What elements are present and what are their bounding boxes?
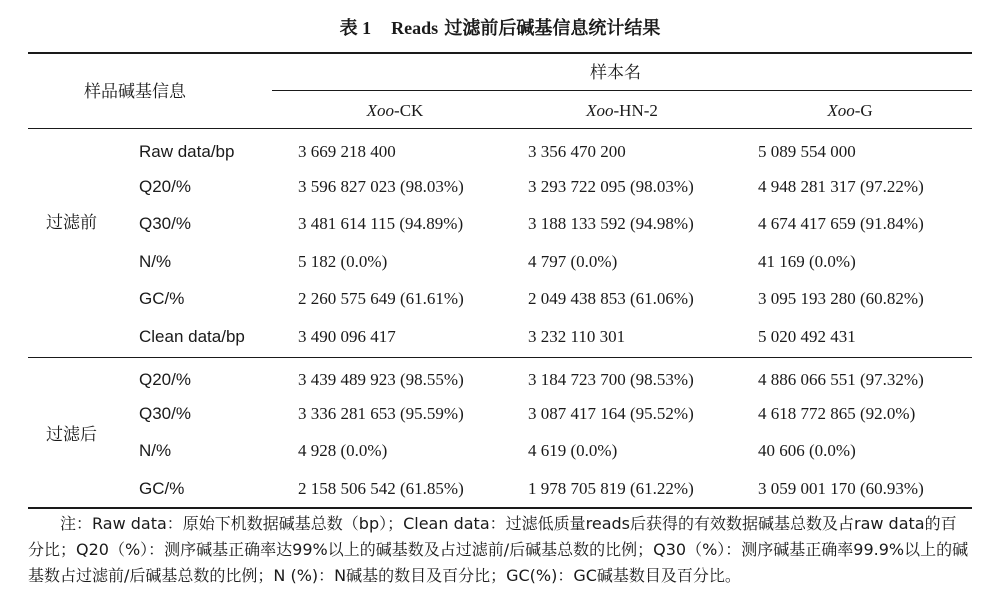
metric-label: N/% bbox=[139, 252, 172, 271]
column-header-species: Xoo bbox=[366, 101, 395, 120]
value-cell: 3 059 001 170 (60.93%) bbox=[758, 479, 924, 498]
table-note: 注：Raw data：原始下机数据碱基总数（bp）；Clean data：过滤低质量reads后获得的有效数据碱基总数及占raw data的百分比；Q20（%）：测序碱基正确率达99%以上的碱基数及占过滤前/后碱基总数的比例；Q30（%）：测序碱基正确率99.9%以上的碱基数占过滤前/后碱基总数的比例；N (%)：N碱基的数目及百分比；GC(%)：GC碱基数目及百分比。 bbox=[28, 514, 969, 585]
metric-label: GC/% bbox=[139, 479, 185, 498]
metric-label: Q20/% bbox=[139, 370, 191, 389]
value-cell: 3 481 614 115 (94.89%) bbox=[298, 214, 464, 233]
metric-label: GC/% bbox=[139, 289, 185, 308]
table-number: 表 1 bbox=[339, 18, 372, 38]
group-header-rule bbox=[272, 90, 972, 91]
column-header bbox=[790, 101, 910, 121]
value-cell: 2 049 438 853 (61.06%) bbox=[528, 289, 694, 308]
value-cell: 4 948 281 317 (97.22%) bbox=[758, 177, 924, 196]
table-title-prefix: Reads bbox=[391, 18, 439, 38]
value-cell: 3 490 096 417 bbox=[298, 327, 396, 346]
metric-label: N/% bbox=[139, 441, 172, 460]
column-header-species: Xoo bbox=[827, 101, 855, 120]
section-divider-rule bbox=[28, 357, 972, 358]
value-cell: 3 356 470 200 bbox=[528, 142, 626, 161]
section-label: 过滤前 bbox=[46, 213, 97, 233]
column-header-species: Xoo bbox=[586, 101, 614, 120]
metric-label: Raw data/bp bbox=[139, 142, 235, 161]
group-header: 样本名 bbox=[590, 63, 641, 83]
section-label: 过滤后 bbox=[46, 425, 97, 445]
metric-label: Q30/% bbox=[139, 214, 191, 233]
metric-label: Q30/% bbox=[139, 404, 191, 423]
value-cell: 3 232 110 301 bbox=[528, 327, 626, 346]
value-cell: 41 169 (0.0%) bbox=[758, 252, 856, 271]
value-cell: 3 669 218 400 bbox=[298, 142, 396, 161]
value-cell: 2 260 575 649 (61.61%) bbox=[298, 289, 464, 308]
value-cell: 3 184 723 700 (98.53%) bbox=[528, 370, 694, 389]
value-cell: 3 087 417 164 (95.52%) bbox=[528, 404, 694, 423]
column-header-suffix: -HN-2 bbox=[613, 101, 658, 120]
value-cell: 3 336 281 653 (95.59%) bbox=[298, 404, 464, 423]
column-header bbox=[562, 101, 682, 121]
value-cell: 3 596 827 023 (98.03%) bbox=[298, 177, 464, 196]
metric-label: Q20/% bbox=[139, 177, 191, 196]
column-header-suffix: -G bbox=[854, 101, 873, 120]
value-cell: 4 886 066 551 (97.32%) bbox=[758, 370, 924, 389]
value-cell: 4 797 (0.0%) bbox=[528, 252, 618, 271]
metric-label: Clean data/bp bbox=[139, 327, 245, 346]
top-rule bbox=[28, 52, 972, 54]
header-rule bbox=[28, 128, 972, 129]
value-cell: 5 182 (0.0%) bbox=[298, 252, 388, 271]
column-header-suffix: -CK bbox=[394, 101, 424, 120]
table-title-suffix: 过滤前后碱基信息统计结果 bbox=[438, 18, 661, 39]
value-cell: 3 188 133 592 (94.98%) bbox=[528, 214, 694, 233]
row-header: 样品碱基信息 bbox=[84, 82, 186, 102]
value-cell: 4 928 (0.0%) bbox=[298, 441, 388, 460]
table-caption bbox=[0, 14, 1000, 40]
value-cell: 2 158 506 542 (61.85%) bbox=[298, 479, 464, 498]
value-cell: 4 674 417 659 (91.84%) bbox=[758, 214, 924, 233]
value-cell: 3 439 489 923 (98.55%) bbox=[298, 370, 464, 389]
value-cell: 1 978 705 819 (61.22%) bbox=[528, 479, 694, 498]
column-header bbox=[335, 101, 455, 121]
value-cell: 4 619 (0.0%) bbox=[528, 441, 618, 460]
bottom-rule bbox=[28, 507, 972, 509]
value-cell: 5 089 554 000 bbox=[758, 142, 856, 161]
value-cell: 4 618 772 865 (92.0%) bbox=[758, 404, 916, 423]
value-cell: 3 293 722 095 (98.03%) bbox=[528, 177, 694, 196]
value-cell: 5 020 492 431 bbox=[758, 327, 856, 346]
value-cell: 3 095 193 280 (60.82%) bbox=[758, 289, 924, 308]
value-cell: 40 606 (0.0%) bbox=[758, 441, 856, 460]
